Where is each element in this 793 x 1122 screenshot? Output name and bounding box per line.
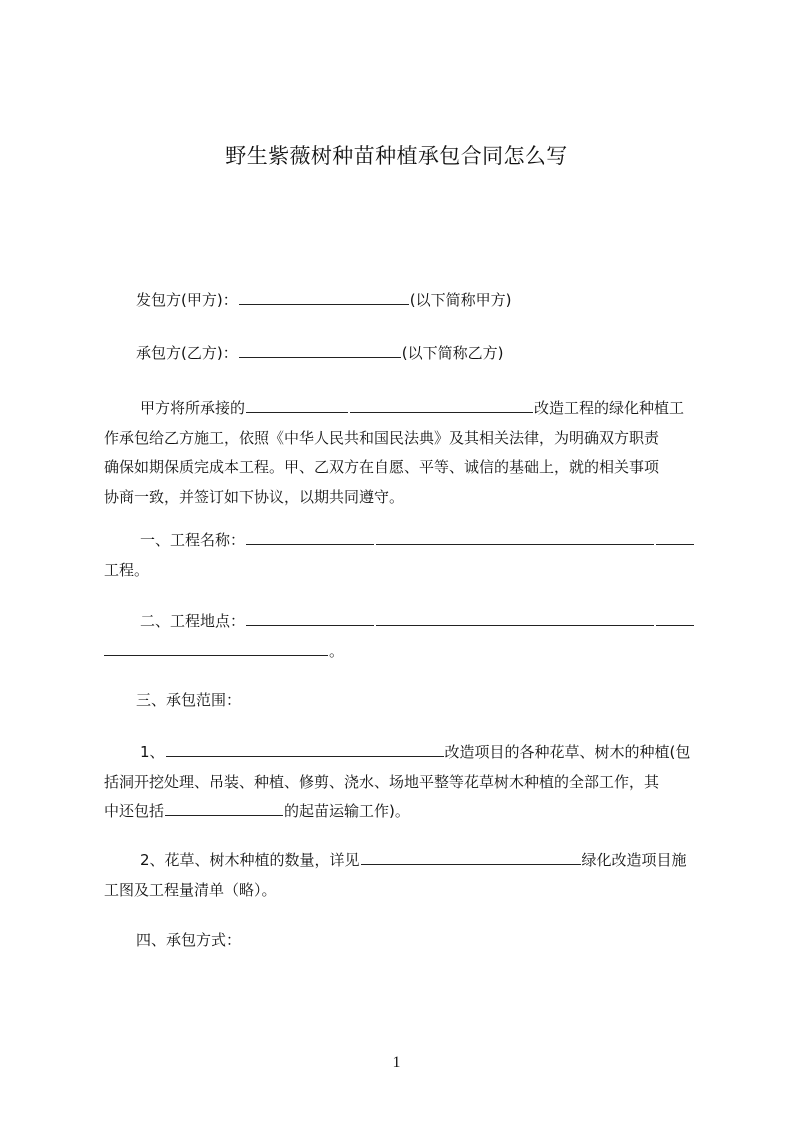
section3-item1-line1-suffix: 改造项目的各种花草、树木的种植(包	[444, 743, 691, 761]
party-a-line	[104, 286, 714, 316]
preamble-line3: 确保如期保质完成本工程。甲、乙双方在自愿、平等、诚信的基础上，就的相关事项	[104, 458, 660, 476]
section3-item2-paragraph	[104, 846, 714, 905]
section2-end: 。	[329, 641, 345, 660]
section1-blank-2	[376, 529, 654, 545]
section3-item1-line3-prefix: 中还包括	[104, 802, 165, 820]
section3-item1-blank-2	[165, 800, 283, 816]
party-b-line	[104, 339, 714, 369]
section2-blank-2	[376, 610, 654, 626]
section4-heading-line	[104, 926, 714, 956]
section3-heading-line	[104, 686, 714, 716]
document-title: 野生紫薇树种苗种植承包合同怎么写	[225, 144, 568, 168]
preamble-blank-2	[350, 397, 533, 413]
section3-item1-line2: 括洞开挖处理、吊装、种植、修剪、浇水、场地平整等花草树木种植的全部工作，其	[104, 772, 660, 791]
section1-blank-3	[656, 529, 694, 545]
section1-line2: 工程。	[104, 560, 150, 579]
party-a-label: 发包方(甲方)：	[136, 291, 238, 309]
party-a-suffix: (以下简称甲方)	[409, 291, 512, 309]
section3-item1-line3-suffix: 的起苗运输工作)。	[284, 802, 410, 820]
preamble-line1-prefix: 甲方将所承接的	[140, 399, 246, 417]
preamble-blank-1	[246, 397, 348, 413]
section2-blank-3	[656, 610, 694, 626]
section2-label: 二、工程地点：	[140, 612, 246, 630]
section3-item1-prefix: 1、	[140, 743, 165, 761]
preamble-paragraph	[104, 394, 714, 512]
page-number: 1	[392, 1054, 401, 1071]
section3-item2-line1-suffix: 绿化改造项目施	[581, 851, 687, 869]
section3-item2-line2: 工图及工程量清单（略）。	[104, 880, 277, 899]
section3-heading: 三、承包范围：	[136, 691, 242, 709]
party-b-label: 承包方(乙方)：	[136, 344, 238, 362]
section2-paragraph	[104, 607, 714, 666]
section3-item1-paragraph	[104, 738, 714, 827]
section1-paragraph	[104, 526, 714, 585]
section1-blank-1	[246, 529, 374, 545]
section4-heading: 四、承包方式：	[136, 931, 242, 949]
section1-label: 一、工程名称：	[140, 531, 246, 549]
section3-item2-blank	[361, 849, 581, 865]
section3-item2-prefix: 2、花草、树木种植的数量，详见	[140, 851, 360, 869]
party-b-blank	[239, 342, 401, 358]
section2-blank-4	[104, 640, 328, 656]
section3-item1-blank	[166, 741, 444, 757]
party-b-suffix: (以下简称乙方)	[401, 344, 504, 362]
party-a-blank	[239, 289, 409, 305]
section2-blank-1	[246, 610, 374, 626]
preamble-line2: 作承包给乙方施工，依照《中华人民共和国民法典》及其相关法律，为明确双方职责	[104, 428, 660, 447]
preamble-line4: 协商一致，并签订如下协议，以期共同遵守。	[104, 487, 405, 506]
preamble-line1-suffix: 改造工程的绿化种植工	[534, 399, 685, 417]
